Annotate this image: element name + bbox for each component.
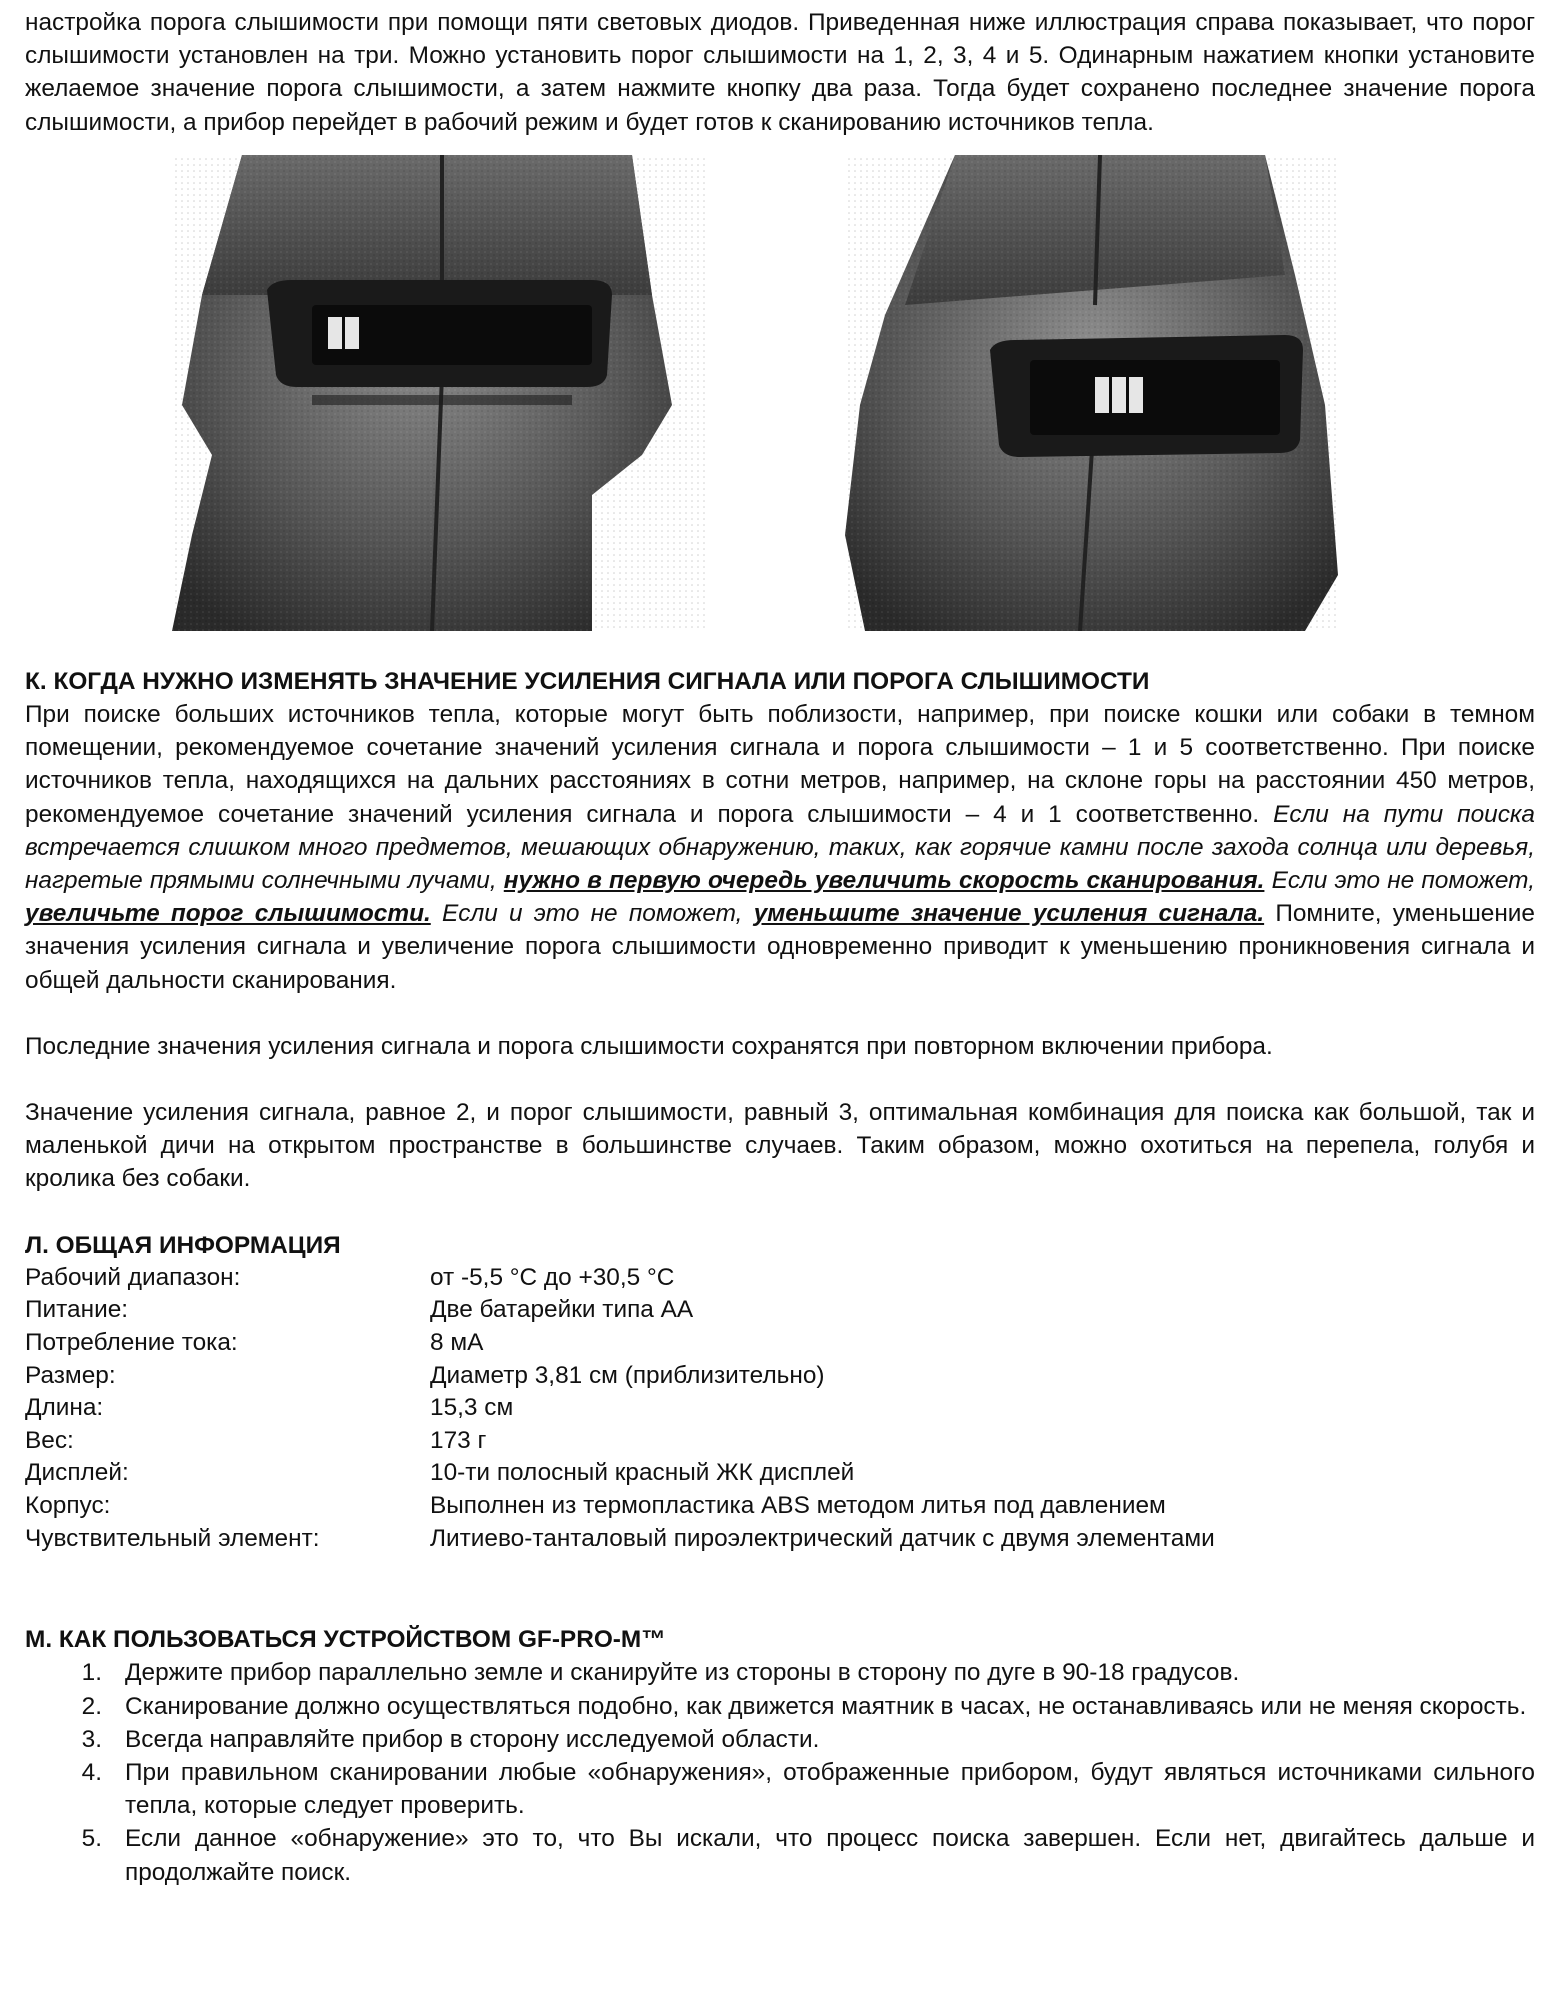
step-number: 5. bbox=[81, 1825, 102, 1853]
spec-row bbox=[25, 1262, 1535, 1295]
step-number: 1. bbox=[81, 1659, 102, 1687]
spec-row bbox=[25, 1294, 1535, 1327]
step-number: 3. bbox=[81, 1725, 102, 1753]
spec-row bbox=[25, 1360, 1535, 1393]
spec-value: 8 мА bbox=[430, 1329, 484, 1357]
list-item bbox=[25, 1822, 1535, 1888]
spec-value: Две батарейки типа АА bbox=[430, 1296, 694, 1324]
step-text: Если данное «обнаружение» это то, что Вы искали, что процесс поиска завершен. Если нет, двигайтесь дальше и продолжайте поиск. bbox=[125, 1825, 1535, 1886]
spec-row bbox=[25, 1490, 1535, 1523]
step-text: При правильном сканировании любые «обнаружения», отображенные прибором, будут являться источниками сильного тепла, которые следует проверить. bbox=[125, 1759, 1535, 1820]
spec-row bbox=[25, 1327, 1535, 1360]
section-m-heading: М. КАК ПОЛЬЗОВАТЬСЯ УСТРОЙСТВОМ GF-PRO-M™ bbox=[25, 1626, 666, 1654]
section-k-p1-plain: При поиске больших источников тепла, которые могут быть поблизости, например, при поиске кошки или собаки в темном помещении, рекомендуемое сочетание значений усиления сигнала и порога слышимости – 1 и 5 соответственно. При поиске источников тепла, находящихся на дальних расстояниях в сотни метров, например, на склоне горы на расстоянии 450 метров, рекомендуемое сочетание значений усиления сигнала и порога слышимости – 4 и 1 соответственно. bbox=[25, 701, 1535, 828]
section-k-p1-tail: Помните, уменьшение значения усиления сигнала и увеличение порога слышимости одновременно приводит к уменьшению проникновения сигнала и общей дальности сканирования. bbox=[25, 900, 1535, 994]
spec-row bbox=[25, 1425, 1535, 1458]
spec-value: 15,3 см bbox=[430, 1394, 514, 1422]
usage-steps bbox=[25, 1656, 1535, 1888]
spec-label: Вес: bbox=[25, 1426, 74, 1454]
section-k-paragraph-3: Значение усиления сигнала, равное 2, и порог слышимости, равный 3, оптимальная комбинация для поиска как большой, так и маленькой дичи на открытом пространстве в большинстве случаев. Таким образом, можно охотиться на перепела, голубя и кролика без собаки. bbox=[25, 1099, 1535, 1193]
spec-value: 173 г bbox=[430, 1426, 487, 1454]
spec-label: Длина: bbox=[25, 1394, 104, 1422]
section-k-paragraph-2: Последние значения усиления сигнала и порога слышимости сохранятся при повторном включении прибора. bbox=[25, 1032, 1273, 1060]
spec-value: Выполнен из термопластика ABS методом литья под давлением bbox=[430, 1492, 1166, 1520]
spec-label: Дисплей: bbox=[25, 1459, 129, 1487]
section-k-p1-italic-b: Если это не поможет, bbox=[1264, 867, 1536, 895]
spec-label: Питание: bbox=[25, 1296, 129, 1324]
spec-row bbox=[25, 1392, 1535, 1425]
step-text: Держите прибор параллельно земле и сканируйте из стороны в сторону по дуге в 90-18 градусов. bbox=[125, 1659, 1240, 1687]
list-item bbox=[25, 1656, 1535, 1689]
step-number: 2. bbox=[81, 1692, 102, 1720]
spec-label: Рабочий диапазон: bbox=[25, 1263, 241, 1291]
spec-value: Литиево-танталовый пироэлектрический датчик с двумя элементами bbox=[430, 1524, 1215, 1552]
spec-value: Диаметр 3,81 см (приблизительно) bbox=[430, 1361, 825, 1389]
step-text: Сканирование должно осуществляться подобно, как движется маятник в часах, не останавливаясь или не меняя скорость. bbox=[125, 1692, 1527, 1720]
spec-label: Чувствительный элемент: bbox=[25, 1524, 320, 1552]
device-photos bbox=[25, 155, 1535, 655]
section-k-p1-italic-a: Если на пути поиска встречается слишком много предметов, мешающих обнаружению, таких, как горячие камни после захода солнца или деревья, нагретые прямыми солнечными лучами, bbox=[25, 800, 1535, 895]
document-page bbox=[25, 0, 1535, 1889]
intro-paragraph: настройка порога слышимости при помощи пяти световых диодов. Приведенная ниже иллюстрация справа показывает, что порог слышимости установлен на три. Можно установить порог слышимости на 1, 2, 3, 4 и 5. Одинарным нажатием кнопки установите желаемое значение порога слышимости, а затем нажмите кнопку два раза. Тогда будет сохранено последнее значение порога слышимости, а прибор перейдет в рабочий режим и будет готов к сканированию источников тепла. bbox=[25, 9, 1535, 136]
spec-value: от -5,5 °С до +30,5 °С bbox=[430, 1263, 675, 1291]
spec-value: 10-ти полосный красный ЖК дисплей bbox=[430, 1459, 855, 1487]
spec-table bbox=[25, 1262, 1535, 1555]
spec-row bbox=[25, 1457, 1535, 1490]
section-k-p1-bold-c: уменьшите значение усиления сигнала. bbox=[753, 900, 1265, 928]
section-k-heading: К. КОГДА НУЖНО ИЗМЕНЯТЬ ЗНАЧЕНИЕ УСИЛЕНИЯ СИГНАЛА ИЛИ ПОРОГА СЛЫШИМОСТИ bbox=[25, 667, 1150, 695]
spec-row bbox=[25, 1523, 1535, 1556]
section-k-p1-bold-a: нужно в первую очередь увеличить скорость сканирования. bbox=[503, 867, 1265, 895]
step-text: Всегда направляйте прибор в сторону исследуемой области. bbox=[125, 1725, 820, 1753]
spec-label: Корпус: bbox=[25, 1492, 111, 1520]
spec-label: Размер: bbox=[25, 1361, 116, 1389]
device-photo-threshold-3 bbox=[845, 155, 1338, 631]
list-item bbox=[25, 1756, 1535, 1822]
section-k-p1-bold-b: увеличьте порог слышимости. bbox=[25, 900, 431, 928]
spec-label: Потребление тока: bbox=[25, 1329, 238, 1357]
device-photo-gain-2 bbox=[172, 155, 708, 631]
section-k-paragraph-1 bbox=[25, 698, 1535, 997]
section-k-p1-italic-c: Если и это не поможет, bbox=[430, 900, 754, 928]
section-l-heading: Л. ОБЩАЯ ИНФОРМАЦИЯ bbox=[25, 1231, 341, 1259]
list-item bbox=[25, 1723, 1535, 1756]
step-number: 4. bbox=[81, 1759, 102, 1787]
list-item bbox=[25, 1690, 1535, 1723]
